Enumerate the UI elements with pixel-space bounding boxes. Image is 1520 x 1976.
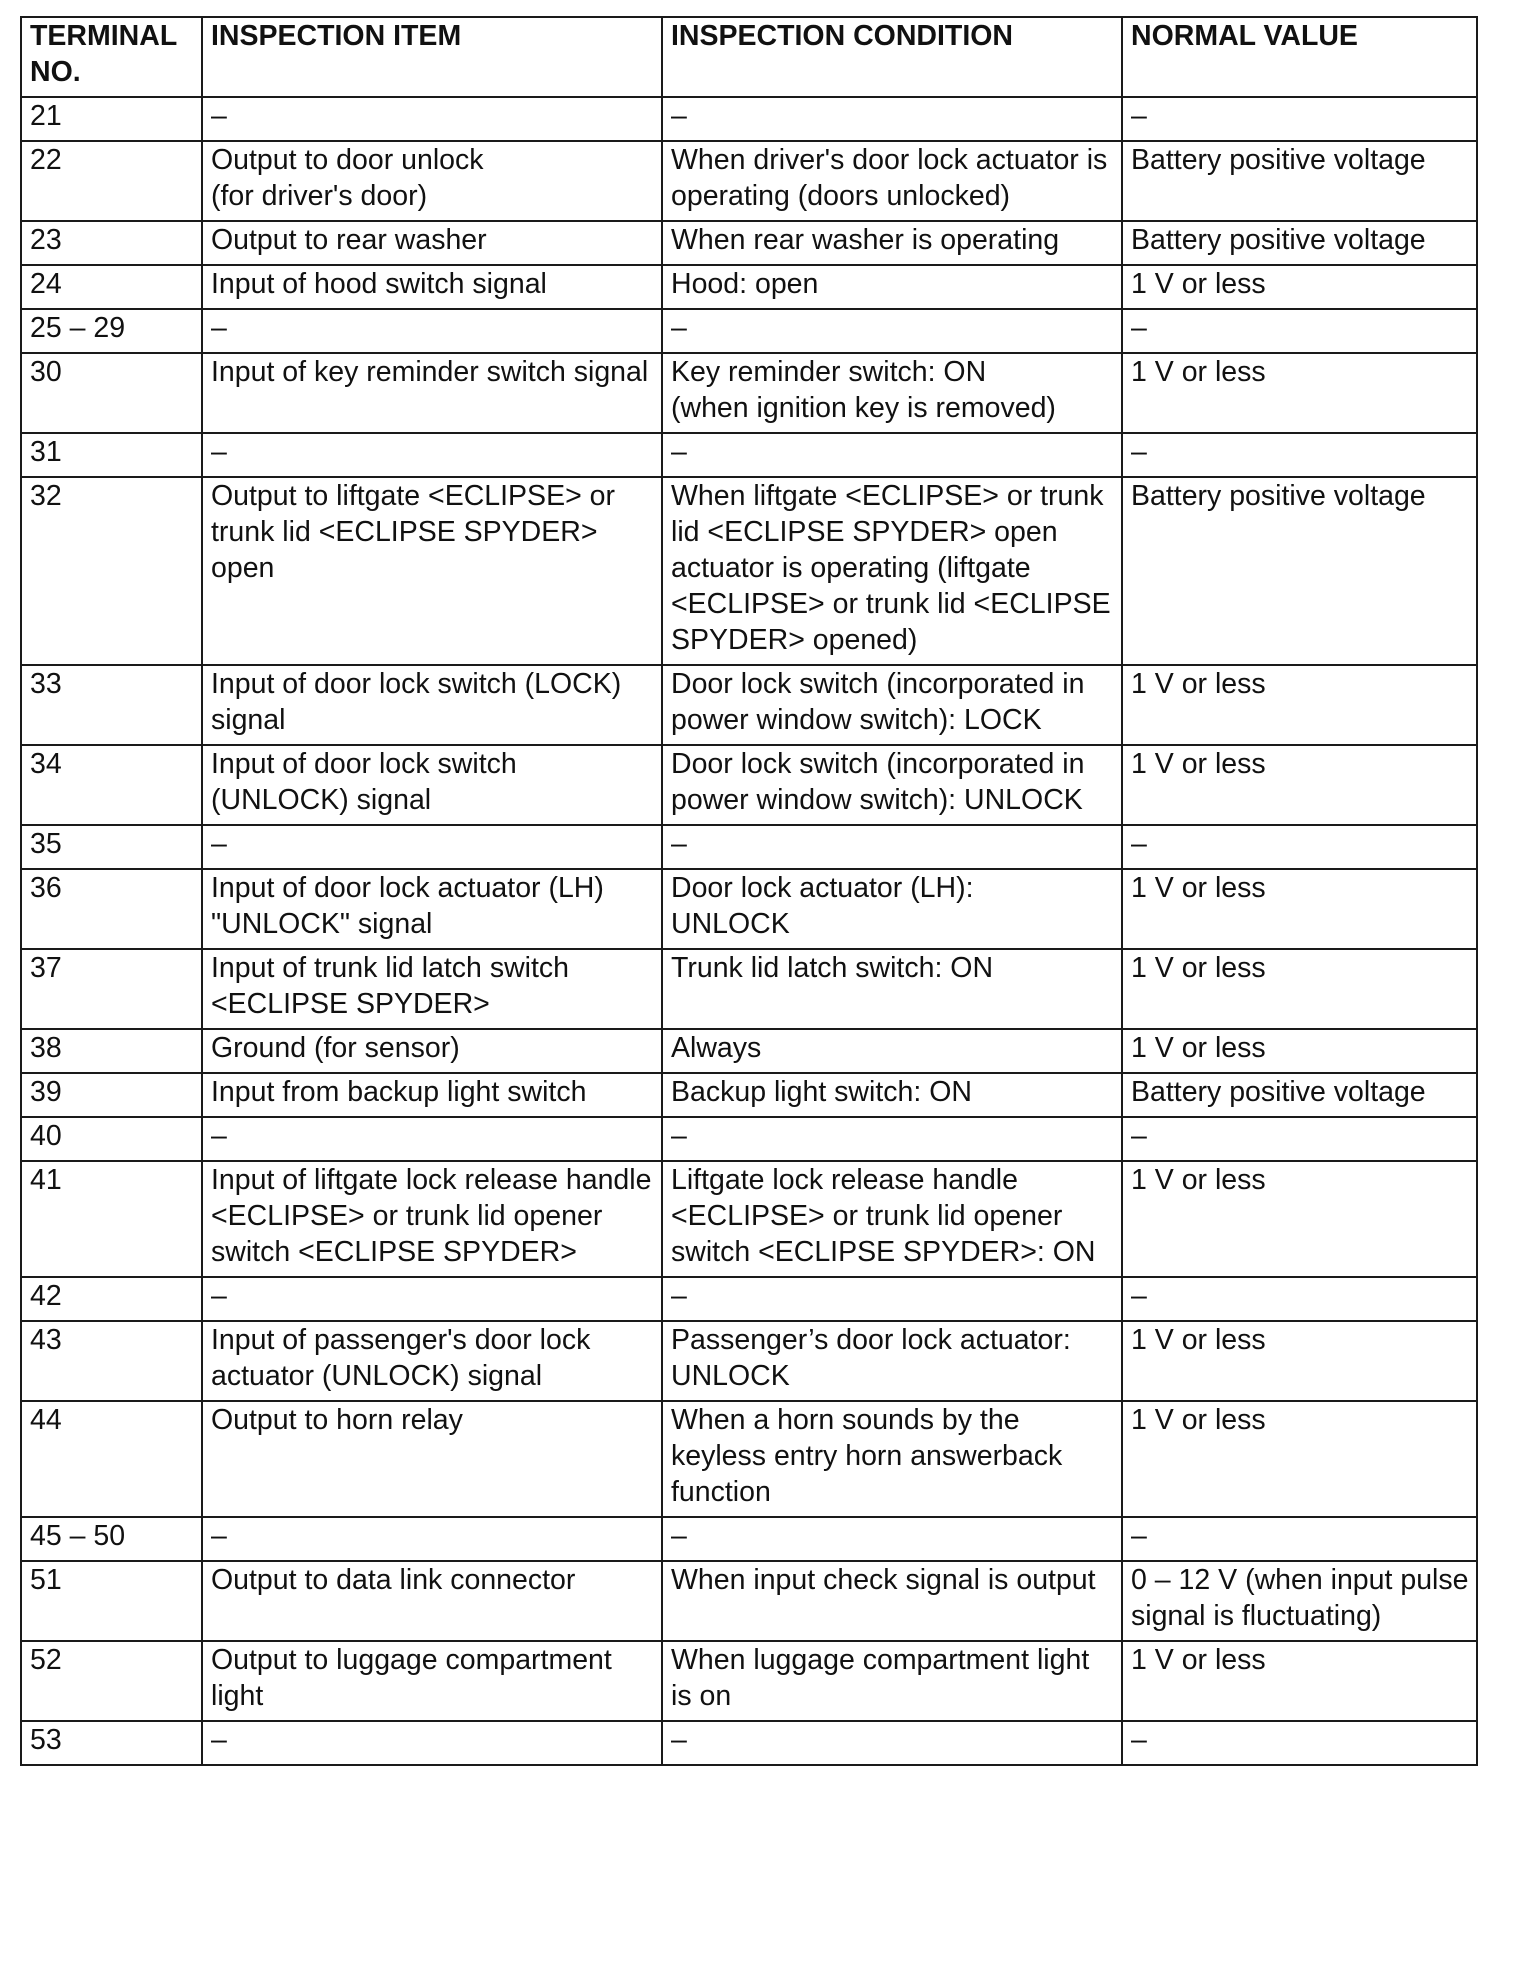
inspection-condition-cell: – [662, 1517, 1122, 1561]
inspection-item-cell: Output to door unlock (for driver's door) [202, 141, 662, 221]
table-body [21, 97, 1477, 1765]
terminal-cell: 24 [21, 265, 202, 309]
normal-value-cell: – [1122, 1277, 1477, 1321]
normal-value-cell: Battery positive voltage [1122, 1073, 1477, 1117]
table-row [21, 1073, 1477, 1117]
inspection-condition-cell: When rear washer is operating [662, 221, 1122, 265]
table-row [21, 1321, 1477, 1401]
inspection-item-cell: Input of hood switch signal [202, 265, 662, 309]
normal-value-cell: 1 V or less [1122, 1641, 1477, 1721]
inspection-item-cell: Input of door lock actuator (LH) "UNLOCK" signal [202, 869, 662, 949]
header-inspection-condition: INSPECTION CONDITION [662, 17, 1122, 97]
terminal-cell: 37 [21, 949, 202, 1029]
inspection-item-cell: Input of key reminder switch signal [202, 353, 662, 433]
inspection-item-cell: – [202, 1277, 662, 1321]
table-row [21, 265, 1477, 309]
table-header-row [21, 17, 1477, 97]
terminal-cell: 33 [21, 665, 202, 745]
normal-value-cell: Battery positive voltage [1122, 141, 1477, 221]
header-terminal-no: TERMINAL NO. [21, 17, 202, 97]
table-row [21, 1277, 1477, 1321]
inspection-item-cell: – [202, 825, 662, 869]
table-row [21, 1721, 1477, 1765]
table-row [21, 221, 1477, 265]
inspection-item-cell: – [202, 433, 662, 477]
inspection-condition-cell: Door lock switch (incorporated in power window switch): LOCK [662, 665, 1122, 745]
table-row [21, 825, 1477, 869]
table-row [21, 665, 1477, 745]
table-row [21, 1561, 1477, 1641]
inspection-condition-cell: – [662, 309, 1122, 353]
inspection-condition-cell: When driver's door lock actuator is operating (doors unlocked) [662, 141, 1122, 221]
normal-value-cell: Battery positive voltage [1122, 221, 1477, 265]
terminal-cell: 43 [21, 1321, 202, 1401]
inspection-item-cell: Output to liftgate <ECLIPSE> or trunk lid <ECLIPSE SPYDER> open [202, 477, 662, 665]
terminal-cell: 40 [21, 1117, 202, 1161]
normal-value-cell: 1 V or less [1122, 353, 1477, 433]
inspection-condition-cell: – [662, 1277, 1122, 1321]
inspection-condition-cell: – [662, 97, 1122, 141]
terminal-cell: 38 [21, 1029, 202, 1073]
inspection-condition-cell: Door lock switch (incorporated in power window switch): UNLOCK [662, 745, 1122, 825]
inspection-item-cell: Output to horn relay [202, 1401, 662, 1517]
normal-value-cell: 1 V or less [1122, 1401, 1477, 1517]
inspection-item-cell: Input from backup light switch [202, 1073, 662, 1117]
terminal-cell: 25 – 29 [21, 309, 202, 353]
normal-value-cell: – [1122, 1117, 1477, 1161]
terminal-cell: 53 [21, 1721, 202, 1765]
inspection-condition-cell: Passenger’s door lock actuator: UNLOCK [662, 1321, 1122, 1401]
normal-value-cell: 1 V or less [1122, 1161, 1477, 1277]
terminal-cell: 21 [21, 97, 202, 141]
terminal-cell: 44 [21, 1401, 202, 1517]
inspection-condition-cell: When input check signal is output [662, 1561, 1122, 1641]
normal-value-cell: – [1122, 825, 1477, 869]
inspection-condition-cell: – [662, 825, 1122, 869]
table-row [21, 477, 1477, 665]
table-row [21, 869, 1477, 949]
normal-value-cell: 1 V or less [1122, 265, 1477, 309]
terminal-cell: 31 [21, 433, 202, 477]
terminal-cell: 35 [21, 825, 202, 869]
terminal-inspection-table [20, 16, 1478, 1766]
normal-value-cell: 1 V or less [1122, 1029, 1477, 1073]
normal-value-cell: 1 V or less [1122, 949, 1477, 1029]
inspection-condition-cell: When a horn sounds by the keyless entry horn answerback function [662, 1401, 1122, 1517]
inspection-condition-cell: When luggage compartment light is on [662, 1641, 1122, 1721]
inspection-item-cell: Input of trunk lid latch switch <ECLIPSE SPYDER> [202, 949, 662, 1029]
inspection-condition-cell: When liftgate <ECLIPSE> or trunk lid <ECLIPSE SPYDER> open actuator is operating (liftgate <ECLIPSE> or trunk lid <ECLIPSE SPYDER> opened) [662, 477, 1122, 665]
inspection-condition-cell: – [662, 1721, 1122, 1765]
terminal-cell: 30 [21, 353, 202, 433]
table-row [21, 1641, 1477, 1721]
terminal-cell: 22 [21, 141, 202, 221]
normal-value-cell: 0 – 12 V (when input pulse signal is fluctuating) [1122, 1561, 1477, 1641]
inspection-item-cell: – [202, 1117, 662, 1161]
inspection-item-cell: Input of liftgate lock release handle <ECLIPSE> or trunk lid opener switch <ECLIPSE SPYDER> [202, 1161, 662, 1277]
table-row [21, 433, 1477, 477]
normal-value-cell: 1 V or less [1122, 665, 1477, 745]
table-row [21, 1029, 1477, 1073]
inspection-condition-cell: – [662, 433, 1122, 477]
header-normal-value: NORMAL VALUE [1122, 17, 1477, 97]
normal-value-cell: Battery positive voltage [1122, 477, 1477, 665]
table-row [21, 141, 1477, 221]
inspection-condition-cell: – [662, 1117, 1122, 1161]
terminal-cell: 36 [21, 869, 202, 949]
inspection-condition-cell: Hood: open [662, 265, 1122, 309]
inspection-item-cell: Input of door lock switch (LOCK) signal [202, 665, 662, 745]
inspection-item-cell: Output to luggage compartment light [202, 1641, 662, 1721]
normal-value-cell: 1 V or less [1122, 1321, 1477, 1401]
terminal-cell: 45 – 50 [21, 1517, 202, 1561]
inspection-item-cell: Output to data link connector [202, 1561, 662, 1641]
inspection-condition-cell: Liftgate lock release handle <ECLIPSE> or trunk lid opener switch <ECLIPSE SPYDER>: ON [662, 1161, 1122, 1277]
table-row [21, 309, 1477, 353]
inspection-item-cell: Input of passenger's door lock actuator (UNLOCK) signal [202, 1321, 662, 1401]
table-row [21, 949, 1477, 1029]
terminal-cell: 52 [21, 1641, 202, 1721]
table-row [21, 1161, 1477, 1277]
inspection-item-cell: – [202, 97, 662, 141]
inspection-condition-cell: Backup light switch: ON [662, 1073, 1122, 1117]
normal-value-cell: 1 V or less [1122, 745, 1477, 825]
normal-value-cell: – [1122, 97, 1477, 141]
inspection-condition-cell: Trunk lid latch switch: ON [662, 949, 1122, 1029]
table-row [21, 745, 1477, 825]
terminal-cell: 23 [21, 221, 202, 265]
terminal-cell: 39 [21, 1073, 202, 1117]
header-inspection-item: INSPECTION ITEM [202, 17, 662, 97]
inspection-item-cell: – [202, 309, 662, 353]
table-row [21, 1517, 1477, 1561]
table-row [21, 1401, 1477, 1517]
normal-value-cell: 1 V or less [1122, 869, 1477, 949]
inspection-item-cell: – [202, 1517, 662, 1561]
inspection-item-cell: Input of door lock switch (UNLOCK) signal [202, 745, 662, 825]
terminal-cell: 42 [21, 1277, 202, 1321]
normal-value-cell: – [1122, 1721, 1477, 1765]
normal-value-cell: – [1122, 433, 1477, 477]
terminal-cell: 51 [21, 1561, 202, 1641]
inspection-condition-cell: Always [662, 1029, 1122, 1073]
inspection-item-cell: Output to rear washer [202, 221, 662, 265]
inspection-item-cell: – [202, 1721, 662, 1765]
terminal-cell: 32 [21, 477, 202, 665]
normal-value-cell: – [1122, 309, 1477, 353]
table-row [21, 1117, 1477, 1161]
inspection-condition-cell: Key reminder switch: ON (when ignition key is removed) [662, 353, 1122, 433]
table-row [21, 97, 1477, 141]
normal-value-cell: – [1122, 1517, 1477, 1561]
terminal-cell: 34 [21, 745, 202, 825]
inspection-condition-cell: Door lock actuator (LH): UNLOCK [662, 869, 1122, 949]
terminal-cell: 41 [21, 1161, 202, 1277]
inspection-item-cell: Ground (for sensor) [202, 1029, 662, 1073]
table-row [21, 353, 1477, 433]
